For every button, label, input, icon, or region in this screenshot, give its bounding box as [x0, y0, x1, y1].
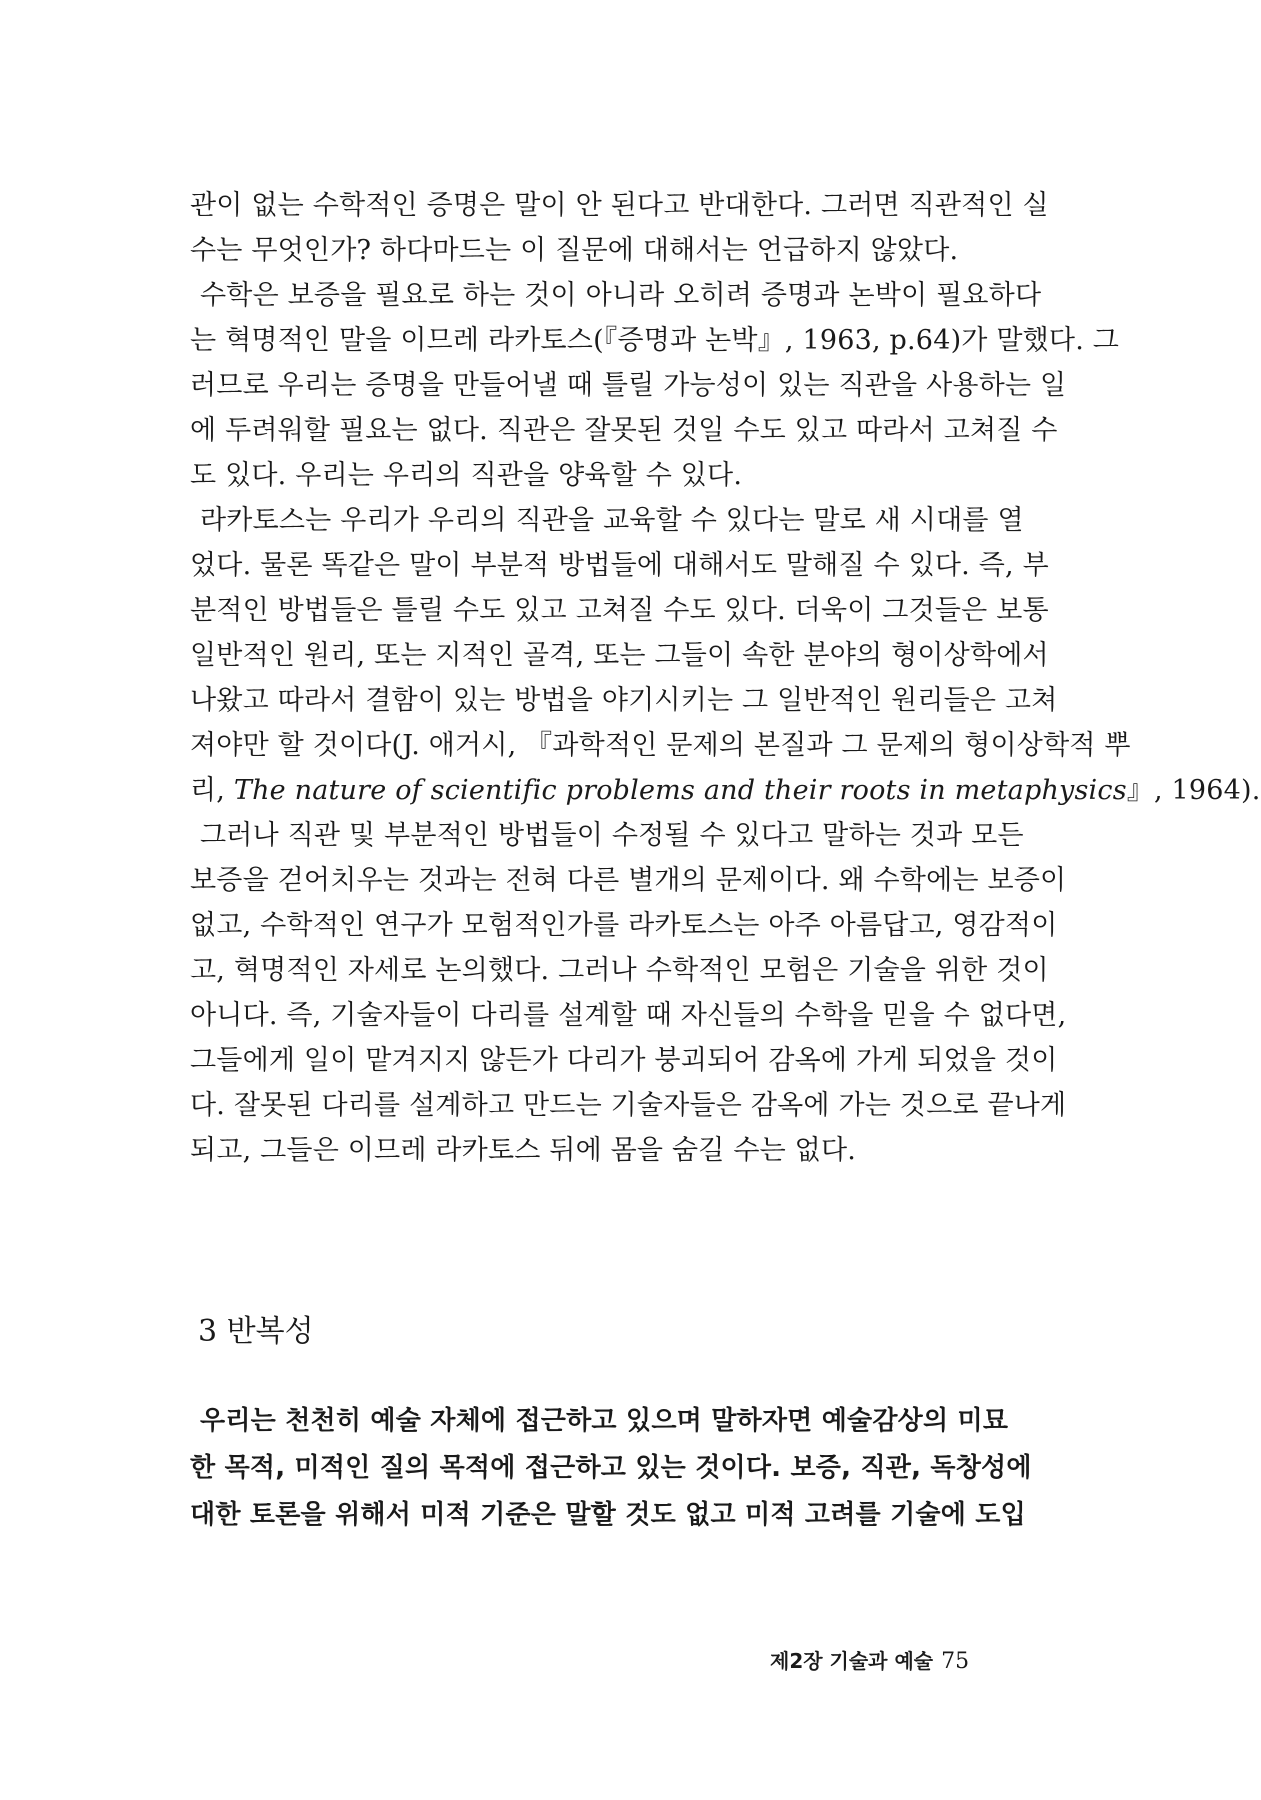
- text-line: 관이 없는 수학적인 증명은 말이 안 된다고 반대한다. 그러면 직관적인 실: [190, 190, 1049, 221]
- text-line: 그들에게 일이 맡겨지지 않든가 다리가 붕괴되어 감옥에 가게 되었을 것이: [190, 1045, 1058, 1076]
- text-line: 수학은 보증을 필요로 하는 것이 아니라 오히려 증명과 논박이 필요하다: [200, 280, 1042, 311]
- text-line: 나왔고 따라서 결함이 있는 방법을 야기시키는 그 일반적인 원리들은 고쳐: [190, 685, 1058, 716]
- text-line: 에 두려워할 필요는 없다. 직관은 잘못된 것일 수도 있고 따라서 고쳐질 수: [190, 415, 1058, 446]
- page-footer: [770, 1645, 969, 1674]
- text-line: 아니다. 즉, 기술자들이 다리를 설계할 때 자신들의 수학을 믿을 수 없다면,: [190, 1000, 1067, 1031]
- paragraph-block-2: [190, 813, 1067, 1173]
- text-line: 한 목적, 미적인 질의 목적에 접근하고 있는 것이다. 보증, 직관, 독창성에: [190, 1453, 1032, 1483]
- text-line: 러므로 우리는 증명을 만들어낼 때 틀릴 가능성이 있는 직관을 사용하는 일: [190, 370, 1067, 401]
- section-heading: 3 반복성: [198, 1314, 314, 1349]
- paragraph-block-1: [190, 183, 1131, 768]
- text-line: 없고, 수학적인 연구가 모험적인가를 라카토스는 아주 아름답고, 영감적이: [190, 910, 1058, 941]
- text-line: 일반적인 원리, 또는 지적인 골격, 또는 그들이 속한 분야의 형이상학에서: [190, 640, 1049, 671]
- page-number: 75: [941, 1649, 970, 1674]
- text-line: 그러나 직관 및 부분적인 방법들이 수정될 수 있다고 말하는 것과 모든: [200, 820, 1024, 851]
- text-line: 보증을 걷어치우는 것과는 전혀 다른 별개의 문제이다. 왜 수학에는 보증이: [190, 865, 1067, 896]
- body-text: [190, 183, 1261, 1173]
- text-line: 라카토스는 우리가 우리의 직관을 교육할 수 있다는 말로 새 시대를 열: [200, 505, 1024, 536]
- reference-suffix: 』, 1964).: [1126, 775, 1261, 806]
- text-line: 도 있다. 우리는 우리의 직관을 양육할 수 있다.: [190, 460, 743, 491]
- text-line: 고, 혁명적인 자세로 논의했다. 그러나 수학적인 모험은 기술을 위한 것이: [190, 955, 1049, 986]
- reference-prefix: 리,: [190, 775, 234, 806]
- reference-title-english: The nature of scientific problems and their roots in metaphysics: [233, 775, 1127, 806]
- text-line: 수는 무엇인가? 하다마드는 이 질문에 대해서는 언급하지 않았다.: [190, 235, 959, 266]
- chapter-title: 제2장 기술과 예술: [770, 1649, 934, 1673]
- reference-line: [190, 768, 1261, 813]
- text-line: 대한 토론을 위해서 미적 기준은 말할 것도 없고 미적 고려를 기술에 도입: [190, 1500, 1026, 1530]
- text-line: 는 혁명적인 말을 이므레 라카토스(『증명과 논박』, 1963, p.64)가 말했다. 그: [190, 325, 1120, 356]
- text-line: 었다. 물론 똑같은 말이 부분적 방법들에 대해서도 말해질 수 있다. 즉, 부: [190, 550, 1049, 581]
- text-line: 분적인 방법들은 틀릴 수도 있고 고쳐질 수도 있다. 더욱이 그것들은 보통: [190, 595, 1049, 626]
- text-line: 되고, 그들은 이므레 라카토스 뒤에 몸을 숨길 수는 없다.: [190, 1135, 857, 1166]
- text-line: 우리는 천천히 예술 자체에 접근하고 있으며 말하자면 예술감상의 미묘: [200, 1406, 1009, 1436]
- section-body: [190, 1398, 1032, 1539]
- text-line: 다. 잘못된 다리를 설계하고 만드는 기술자들은 감옥에 가는 것으로 끝나게: [190, 1090, 1067, 1121]
- text-line: 져야만 할 것이다(J. 애거시, 『과학적인 문제의 본질과 그 문제의 형이상학적 뿌: [190, 730, 1131, 761]
